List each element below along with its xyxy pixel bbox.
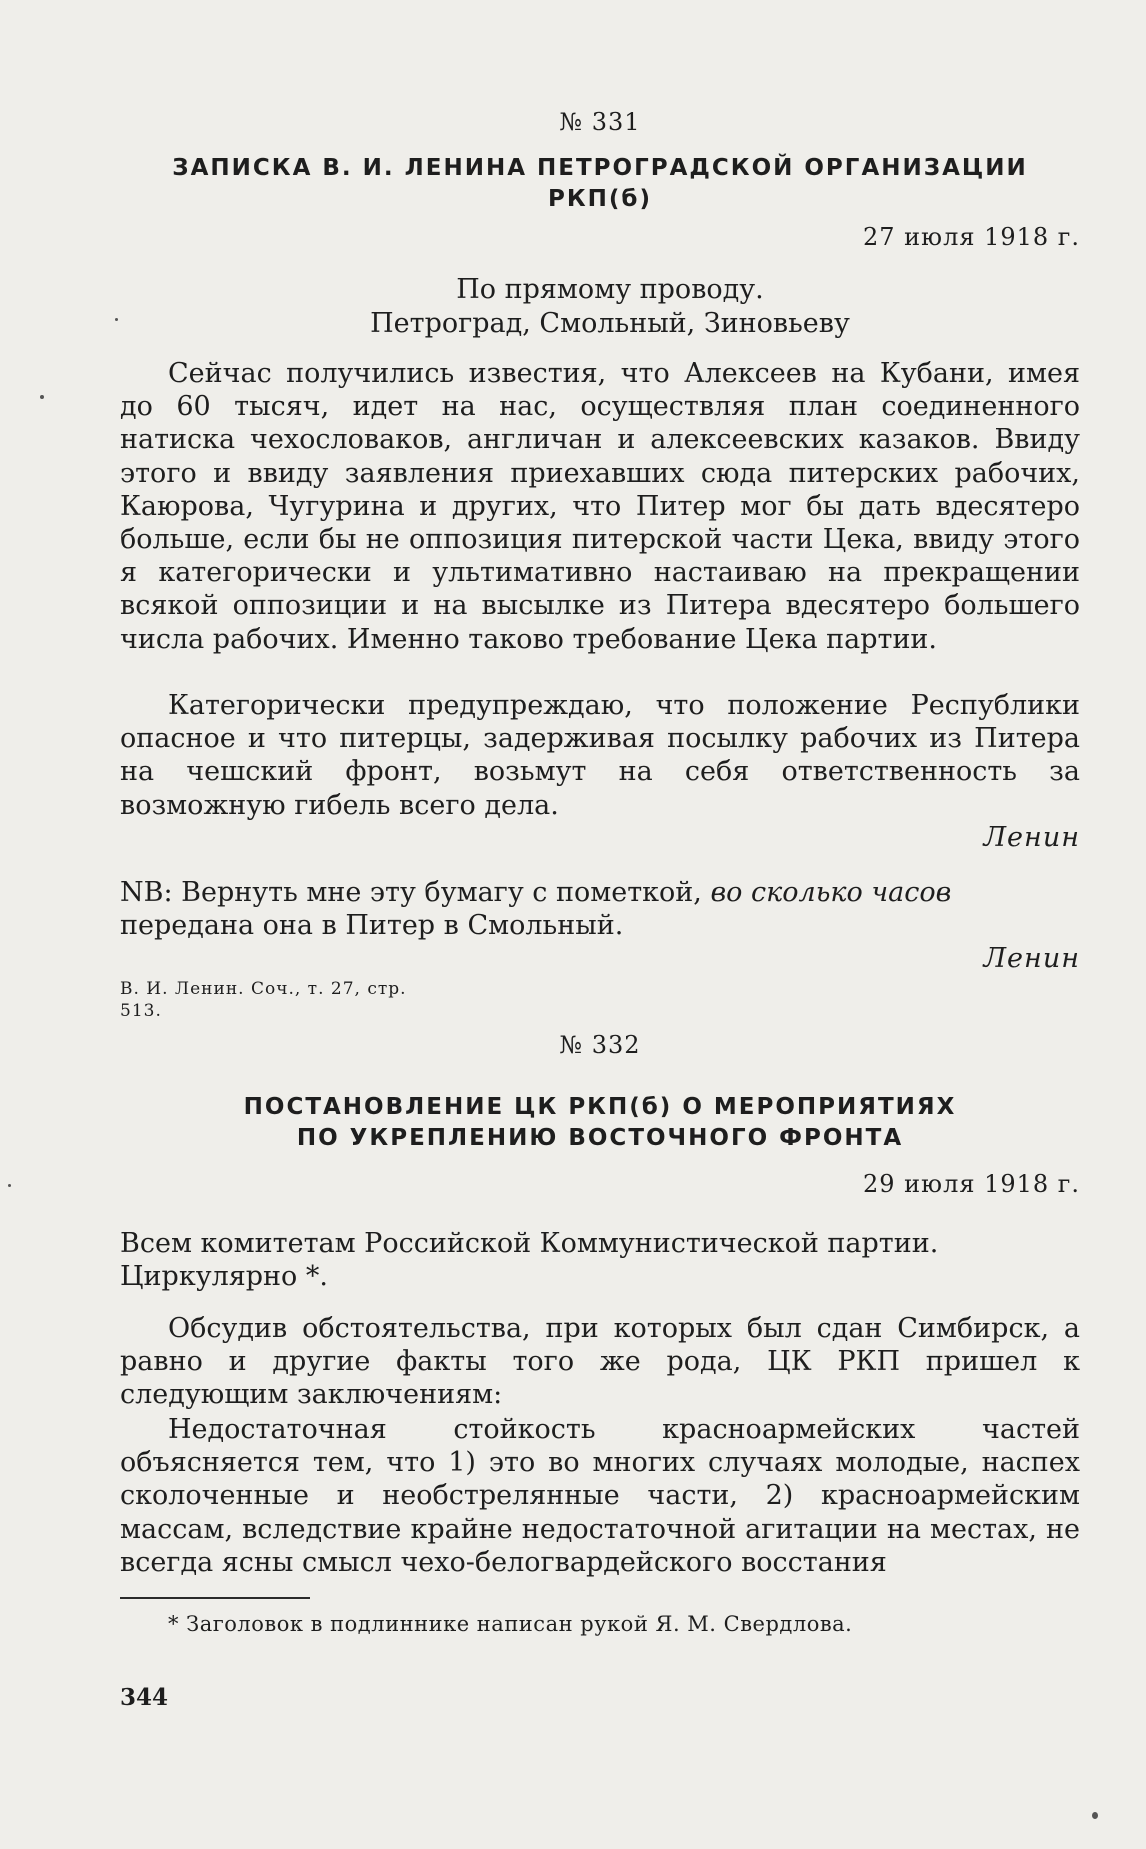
nb-note-italic: во сколько часов — [710, 877, 952, 908]
document-date-332: 29 июля 1918 г. — [863, 1170, 1080, 1198]
source-reference-line1: В. И. Ленин. Соч., т. 27, стр. — [120, 979, 407, 999]
document-title-331-line2: РКП(б) — [548, 186, 652, 212]
nb-note — [120, 876, 1080, 942]
print-speck — [8, 1184, 11, 1187]
document-title-331 — [120, 153, 1080, 215]
paragraph-332-2: Недостаточная стойкость красноармейских частей объясняется тем, что 1) это во многих случаях молодые, наспех сколоченные и необстрелянные части, 2) красноармейским массам, вследствие крайне недостаточной агитации на местах, не всегда ясны смысл чехо-белогвардейского восстания — [120, 1414, 1080, 1578]
paragraph-331-2: Категорически предупреждаю, что положение Республики опасное и что питерцы, задерживая посылку рабочих из Питера на чешский фронт, возьмут на себя ответственность за возможную гибель всего дела. — [120, 690, 1080, 821]
nb-note-prefix: NB: Вернуть мне эту бумагу с пометкой, — [120, 877, 711, 908]
source-reference — [120, 978, 540, 1022]
address-line-2: Петроград, Смольный, Зиновьеву — [370, 308, 850, 339]
print-speck — [115, 318, 118, 321]
address-block — [330, 273, 890, 341]
document-title-332 — [120, 1092, 1080, 1154]
signature-lenin-1: Ленин — [983, 822, 1080, 853]
print-speck — [40, 395, 44, 399]
addressee-block — [120, 1227, 1080, 1293]
paragraph-332-1: Обсудив обстоятельства, при которых был сдан Симбирск, а равно и другие факты того же рода, ЦК РКП пришел к следующим заключениям: — [120, 1313, 1080, 1411]
source-reference-line2: 513. — [120, 1001, 162, 1021]
signature-lenin-2: Ленин — [983, 943, 1080, 974]
document-title-331-line1: ЗАПИСКА В. И. ЛЕНИНА ПЕТРОГРАДСКОЙ ОРГАНИЗАЦИИ — [172, 155, 1028, 181]
document-date-331: 27 июля 1918 г. — [863, 223, 1080, 251]
document-title-332-line1: ПОСТАНОВЛЕНИЕ ЦК РКП(б) О МЕРОПРИЯТИЯХ — [243, 1094, 957, 1120]
addressee-line-1: Всем комитетам Российской Коммунистической партии. — [120, 1228, 939, 1259]
paragraph-331-1: Сейчас получились известия, что Алексеев на Кубани, имея до 60 тысяч, идет на нас, осуществляя план соединенного натиска чехословаков, англичан и алексеевских казаков. Ввиду этого и ввиду заявления приехавших сюда питерских рабочих, Каюрова, Чугурина и других, что Питер мог бы дать вдесятеро больше, если бы не оппозиция питерской части Цека, ввиду этого я категорически и ультимативно настаиваю на прекращении всякой оппозиции и на высылке из Питера вдесятеро большего числа рабочих. Именно таково требование Цека партии. — [120, 358, 1080, 655]
nb-note-suffix: передана она в Питер в Смольный. — [120, 910, 624, 942]
footnote: * Заголовок в подлиннике написан рукой Я. М. Свердлова. — [168, 1612, 853, 1636]
document-title-332-line2: ПО УКРЕПЛЕНИЮ ВОСТОЧНОГО ФРОНТА — [296, 1125, 904, 1151]
footnote-divider — [120, 1597, 310, 1599]
document-number-332: № 332 — [559, 1031, 641, 1059]
page-number: 344 — [120, 1684, 169, 1711]
addressee-line-2: Циркулярно *. — [120, 1261, 328, 1293]
address-line-1: По прямому проводу. — [456, 274, 764, 305]
print-speck — [1092, 1812, 1098, 1819]
document-number-331: № 331 — [559, 108, 641, 136]
